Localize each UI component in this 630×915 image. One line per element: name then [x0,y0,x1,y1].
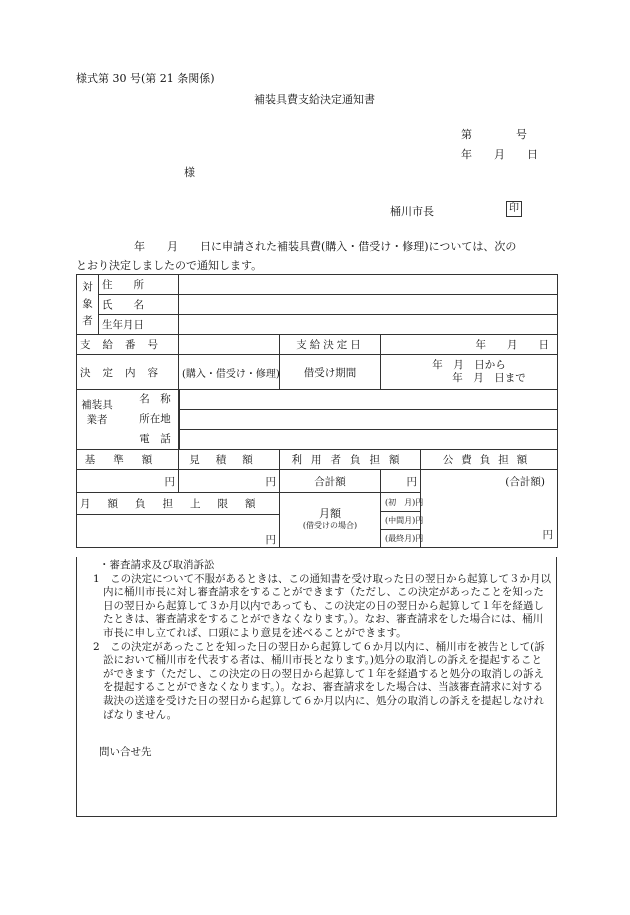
vendor-phone-label: 電 話 [131,430,180,449]
vendor-phone-row [139,430,558,450]
payment-number-label: 支給番号 [77,335,179,355]
rental-period-label: 借受け期間 [280,355,381,390]
notes-item-2: 2 この決定があったことを知った日の翌日から起算して６か月以内に、桶川市を被告として(訴訟において桶川市を代表する者は、桶川市長となります。)処分の取消しの訴えを提起することができます（ただし、この決定の日の翌日から起算して１年を経過すると処分の取消しの訴えを提起することができなくなります。）。なお、審査請求をした場合は、当該審査請求に対する裁決の送達を受けた日の翌日から起算して６か月以内に、処分の取消しの訴えを提起しなければなりません。 [93,640,545,721]
birth-label: 生年月日 [99,315,179,335]
rental-from: 年 月 日から [432,359,506,371]
name-label: 氏 名 [99,295,179,315]
subject-label: 対象者 [77,275,99,335]
document-title: 補装具費支給決定通知書 [254,93,375,106]
base-amount-field[interactable]: 円 [77,470,179,493]
vendor-name-field[interactable] [180,390,557,409]
total-field[interactable]: 円 [381,470,421,493]
intro-line-1: 年 月 日に申請された補装具費(購入・借受け・修理)については、次の [134,240,517,253]
base-amount-label: 基準額 [77,450,179,470]
monthly-label: 月額 [319,507,341,520]
total-label: 合計額 [280,470,381,493]
birth-field[interactable] [179,315,558,335]
monthly-limit-field[interactable]: 円 [77,515,280,548]
public-burden-field[interactable] [421,470,558,548]
last-month-label: (最終月) [385,534,416,543]
form-number: 様式第 30 号(第 21 条関係) [76,72,215,85]
issue-number: 第 号 [461,128,527,141]
first-month-label: (初 月) [385,497,416,507]
decision-table [76,274,558,548]
vendor-label: 補装具業者 [81,399,113,426]
intro-text [76,237,558,275]
rental-case-note: (借受けの場合) [302,521,358,530]
estimate-label: 見積額 [179,450,280,470]
rental-to: 年 月 日まで [452,372,526,384]
monthly-limit-label: 月額負担上限額 [77,493,280,515]
middle-month-yen[interactable]: 円 [415,516,424,525]
issue-date: 年 月 日 [461,148,538,161]
rental-period-field [381,355,558,390]
contact-label: 問い合せ先 [99,746,152,759]
vendor-location-label: 所在地 [131,410,180,429]
last-month-yen[interactable]: 円 [415,534,424,543]
issuer-name: 桶川市長 [390,205,434,218]
name-field[interactable] [179,295,558,315]
user-burden-label: 利用者負担額 [280,450,421,470]
vendor-location-field[interactable] [180,410,557,429]
vendor-name-label: 名 称 [131,390,180,409]
monthly-breakdown [381,493,424,548]
intro-line-2: とおり決定しましたので通知します。 [76,259,263,272]
first-month-yen[interactable]: 円 [415,497,424,507]
notes-item-1: 1 この決定について不服があるときは、この通知書を受け取った日の翌日から起算して３か月以内に桶川市長に対し審査請求をすることができます（ただし、この決定があったことを知った日の翌日から起算して３か月以内であっても、この決定の日の翌日から起算して１年を経過したときは、審査請求をすることができなくなります。）。なお、審査請求をした場合には、桶川市長に申し立てれば、口頭により意見を述べることができます。 [93,572,551,639]
vendor-location-row [139,410,558,430]
address-field[interactable] [179,275,558,295]
middle-month-label: (中間月) [385,516,416,525]
decision-date-label: 支給決定日 [280,335,381,355]
recipient-suffix: 様 [184,166,195,179]
estimate-field[interactable]: 円 [179,470,280,493]
seal-stamp: 印 [506,201,522,217]
monthly-label-cell [280,493,381,548]
public-total-yen: 円 [542,529,553,541]
notes-heading: ・審査請求及び取消訴訟 [99,559,215,571]
vendor-name-row [139,390,558,410]
public-burden-label: 公費負担額 [421,450,558,470]
decision-content-value: (購入・借受け・修理) [179,355,280,390]
decision-content-label: 決定内容 [77,355,179,390]
address-label: 住 所 [99,275,179,295]
public-total-label: (合計額) [505,476,545,488]
notes-section [76,557,557,817]
decision-date-field[interactable]: 年 月 日 [381,335,558,355]
payment-number-field[interactable] [179,335,280,355]
vendor-phone-field[interactable] [180,430,557,449]
